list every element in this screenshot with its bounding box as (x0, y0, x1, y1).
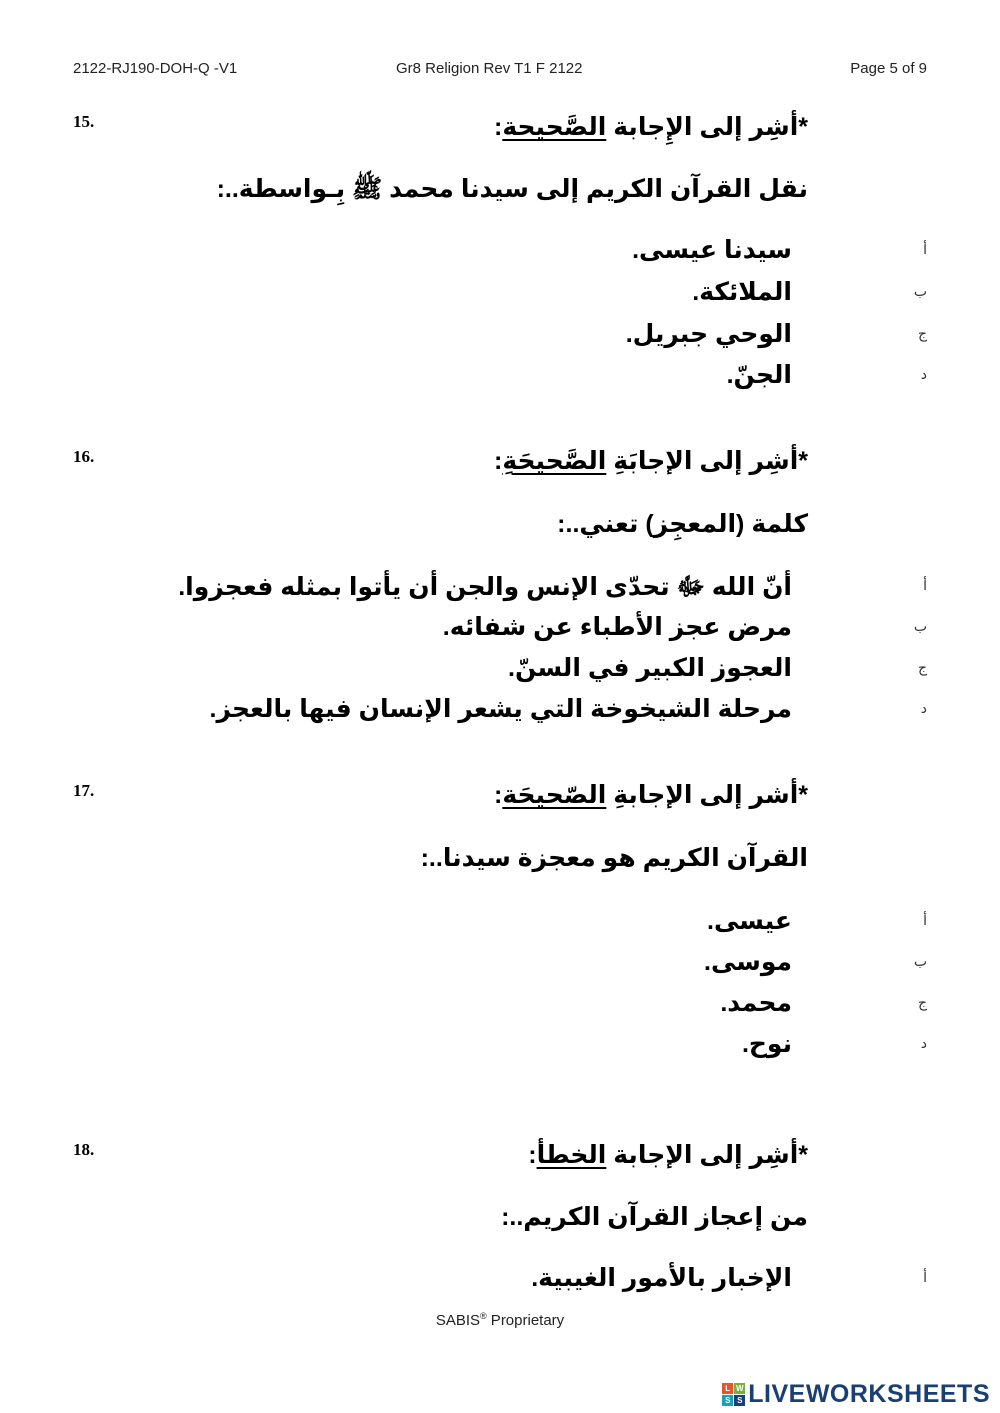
option-text: مرض عجز الأطباء عن شفائه. (442, 613, 792, 641)
option-c[interactable] (0, 988, 1000, 1028)
option-c[interactable] (0, 653, 1000, 693)
option-text: الملائكة. (692, 278, 792, 306)
question-stem: من إعجاز القرآن الكريم..: (501, 1203, 808, 1231)
question-number: 17. (73, 781, 95, 800)
option-d[interactable] (0, 694, 1000, 734)
option-text: محمد. (720, 989, 792, 1017)
option-text: العجوز الكبير في السنّ. (508, 654, 792, 682)
option-a[interactable] (0, 1263, 1000, 1303)
question-number: 18. (73, 1140, 95, 1159)
question-stem: القرآن الكريم هو معجزة سيدنا..: (420, 844, 808, 872)
option-letter: ب (913, 953, 927, 969)
option-letter: أ (923, 577, 927, 593)
option-text: موسى. (704, 948, 792, 976)
option-c[interactable] (0, 319, 1000, 359)
option-letter: د (920, 700, 927, 716)
option-letter: أ (923, 912, 927, 928)
question-number: 16. (73, 447, 95, 466)
question-instruction: *أشِر إلى الإِجابة الصَّحيحة: (494, 113, 808, 141)
option-text: الجنّ. (726, 361, 792, 389)
liveworksheets-logo-icon: L W S S (722, 1383, 745, 1406)
option-text: سيدنا عيسى. (632, 236, 792, 264)
question-stem: نقل القرآن الكريم إلى سيدنا محمد ﷺ بِـواسطة..: (216, 175, 808, 203)
option-text: مرحلة الشيخوخة التي يشعر الإنسان فيها بالعجز. (209, 695, 792, 723)
option-letter: د (920, 1035, 927, 1051)
option-letter: ج (917, 325, 927, 341)
page-number: Page 5 of 9 (850, 60, 927, 77)
option-a[interactable] (0, 906, 1000, 946)
option-text: نوح. (741, 1030, 792, 1058)
option-text: الوحي جبريل. (625, 320, 792, 348)
option-text: عيسى. (707, 907, 792, 935)
option-d[interactable] (0, 1029, 1000, 1069)
question-instruction: *أشِر إلى الإجابة الخطأ: (528, 1141, 808, 1169)
course-title: Gr8 Religion Rev T1 F 2122 (396, 60, 583, 77)
option-letter: ب (913, 618, 927, 634)
option-letter: أ (923, 241, 927, 257)
option-a[interactable] (0, 571, 1000, 611)
option-b[interactable] (0, 947, 1000, 987)
question-number: 15. (73, 112, 95, 131)
option-text: الإخبار بالأمور الغيبية. (531, 1264, 792, 1292)
option-b[interactable] (0, 612, 1000, 652)
question-instruction: *أشر إلى الإجابةِ الصّحيحَة: (494, 781, 808, 809)
option-letter: د (920, 366, 927, 382)
question-stem: كلمة (المعجِز) تعني..: (557, 510, 808, 538)
question-instruction: *أشِر إلى الإجابَةِ الصَّحيحَةِ: (494, 447, 808, 475)
doc-code: 2122-RJ190-DOH-Q -V1 (73, 60, 238, 77)
liveworksheets-watermark (722, 1378, 990, 1410)
option-letter: ج (917, 659, 927, 675)
option-letter: ب (913, 283, 927, 299)
watermark-text: LIVEWORKSHEETS (748, 1379, 990, 1408)
option-text: أنّ الله ﷻ تحدّى الإنس والجن أن يأتوا بمثله فعجزوا. (178, 573, 792, 601)
option-b[interactable] (0, 277, 1000, 317)
page-footer: SABIS® Proprietary (435, 1311, 565, 1329)
option-a[interactable] (0, 235, 1000, 275)
option-letter: ج (917, 994, 927, 1010)
option-d[interactable] (0, 360, 1000, 400)
option-letter: أ (923, 1269, 927, 1285)
